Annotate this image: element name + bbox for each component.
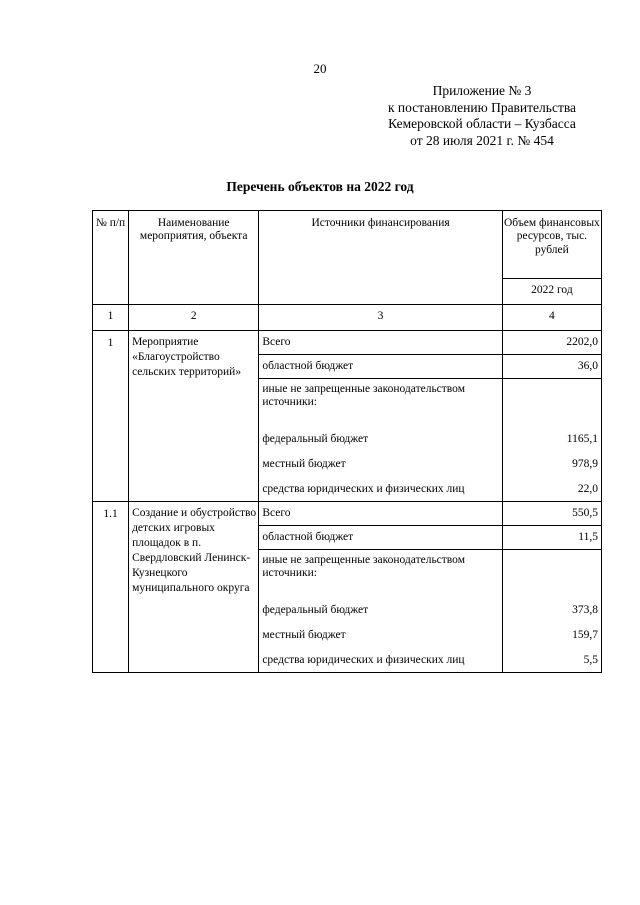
value-federal: 373,8 [502,599,601,624]
header-num: № п/п [93,211,129,305]
header-name: Наименование мероприятия, объекта [129,211,259,305]
column-index-cell: 2 [129,305,259,331]
approval-line-4: от 28 июля 2021 г. № 454 [410,132,554,148]
approval-block [372,83,592,149]
source-legal: средства юридических и физических лиц [259,478,502,502]
source-regional: областной бюджет [259,355,502,379]
objects-table [92,210,602,673]
value-total: 550,5 [502,502,601,526]
approval-line-1: Приложение № 3 [432,83,532,98]
source-federal: федеральный бюджет [259,599,502,624]
table-header-row [93,211,602,279]
column-index-cell: 4 [502,305,601,331]
value-total: 2202,0 [502,331,601,355]
header-year: 2022 год [502,279,601,305]
value-other [502,379,601,429]
value-local: 159,7 [502,624,601,649]
value-legal: 22,0 [502,478,601,502]
column-index-cell: 1 [93,305,129,331]
approval-line-2: к постановлению Правительства [387,99,577,115]
table-row [93,331,602,355]
table-row [93,502,602,526]
source-local: местный бюджет [259,624,502,649]
page-number: 20 [313,61,327,76]
column-index-row [93,305,602,331]
header-sources: Источники финансирования [259,211,502,305]
header-volume: Объем финансовых ресурсов, тыс. рублей [502,211,601,279]
source-other: иные не запрещенные законодательством источники: [259,379,502,429]
value-legal: 5,5 [502,649,601,673]
value-other [502,550,601,600]
approval-line-3: Кемеровской области – Кузбасса [388,116,576,132]
row-number: 1.1 [93,502,129,673]
row-name: Мероприятие «Благоустройство сельских территорий» [129,331,259,502]
row-number: 1 [93,331,129,502]
source-legal: средства юридических и физических лиц [259,649,502,673]
value-local: 978,9 [502,453,601,478]
source-other: иные не запрещенные законодательством источники: [259,550,502,600]
source-total: Всего [259,331,502,355]
value-federal: 1165,1 [502,428,601,453]
source-total: Всего [259,502,502,526]
row-name: Создание и обустройство детских игровых площадок в п. Свердловский Ленинск-Кузнецкого муниципального округа [129,502,259,673]
document-title: Перечень объектов на 2022 год [226,179,414,194]
column-index-cell: 3 [259,305,502,331]
source-regional: областной бюджет [259,526,502,550]
source-local: местный бюджет [259,453,502,478]
value-regional: 36,0 [502,355,601,379]
source-federal: федеральный бюджет [259,428,502,453]
value-regional: 11,5 [502,526,601,550]
